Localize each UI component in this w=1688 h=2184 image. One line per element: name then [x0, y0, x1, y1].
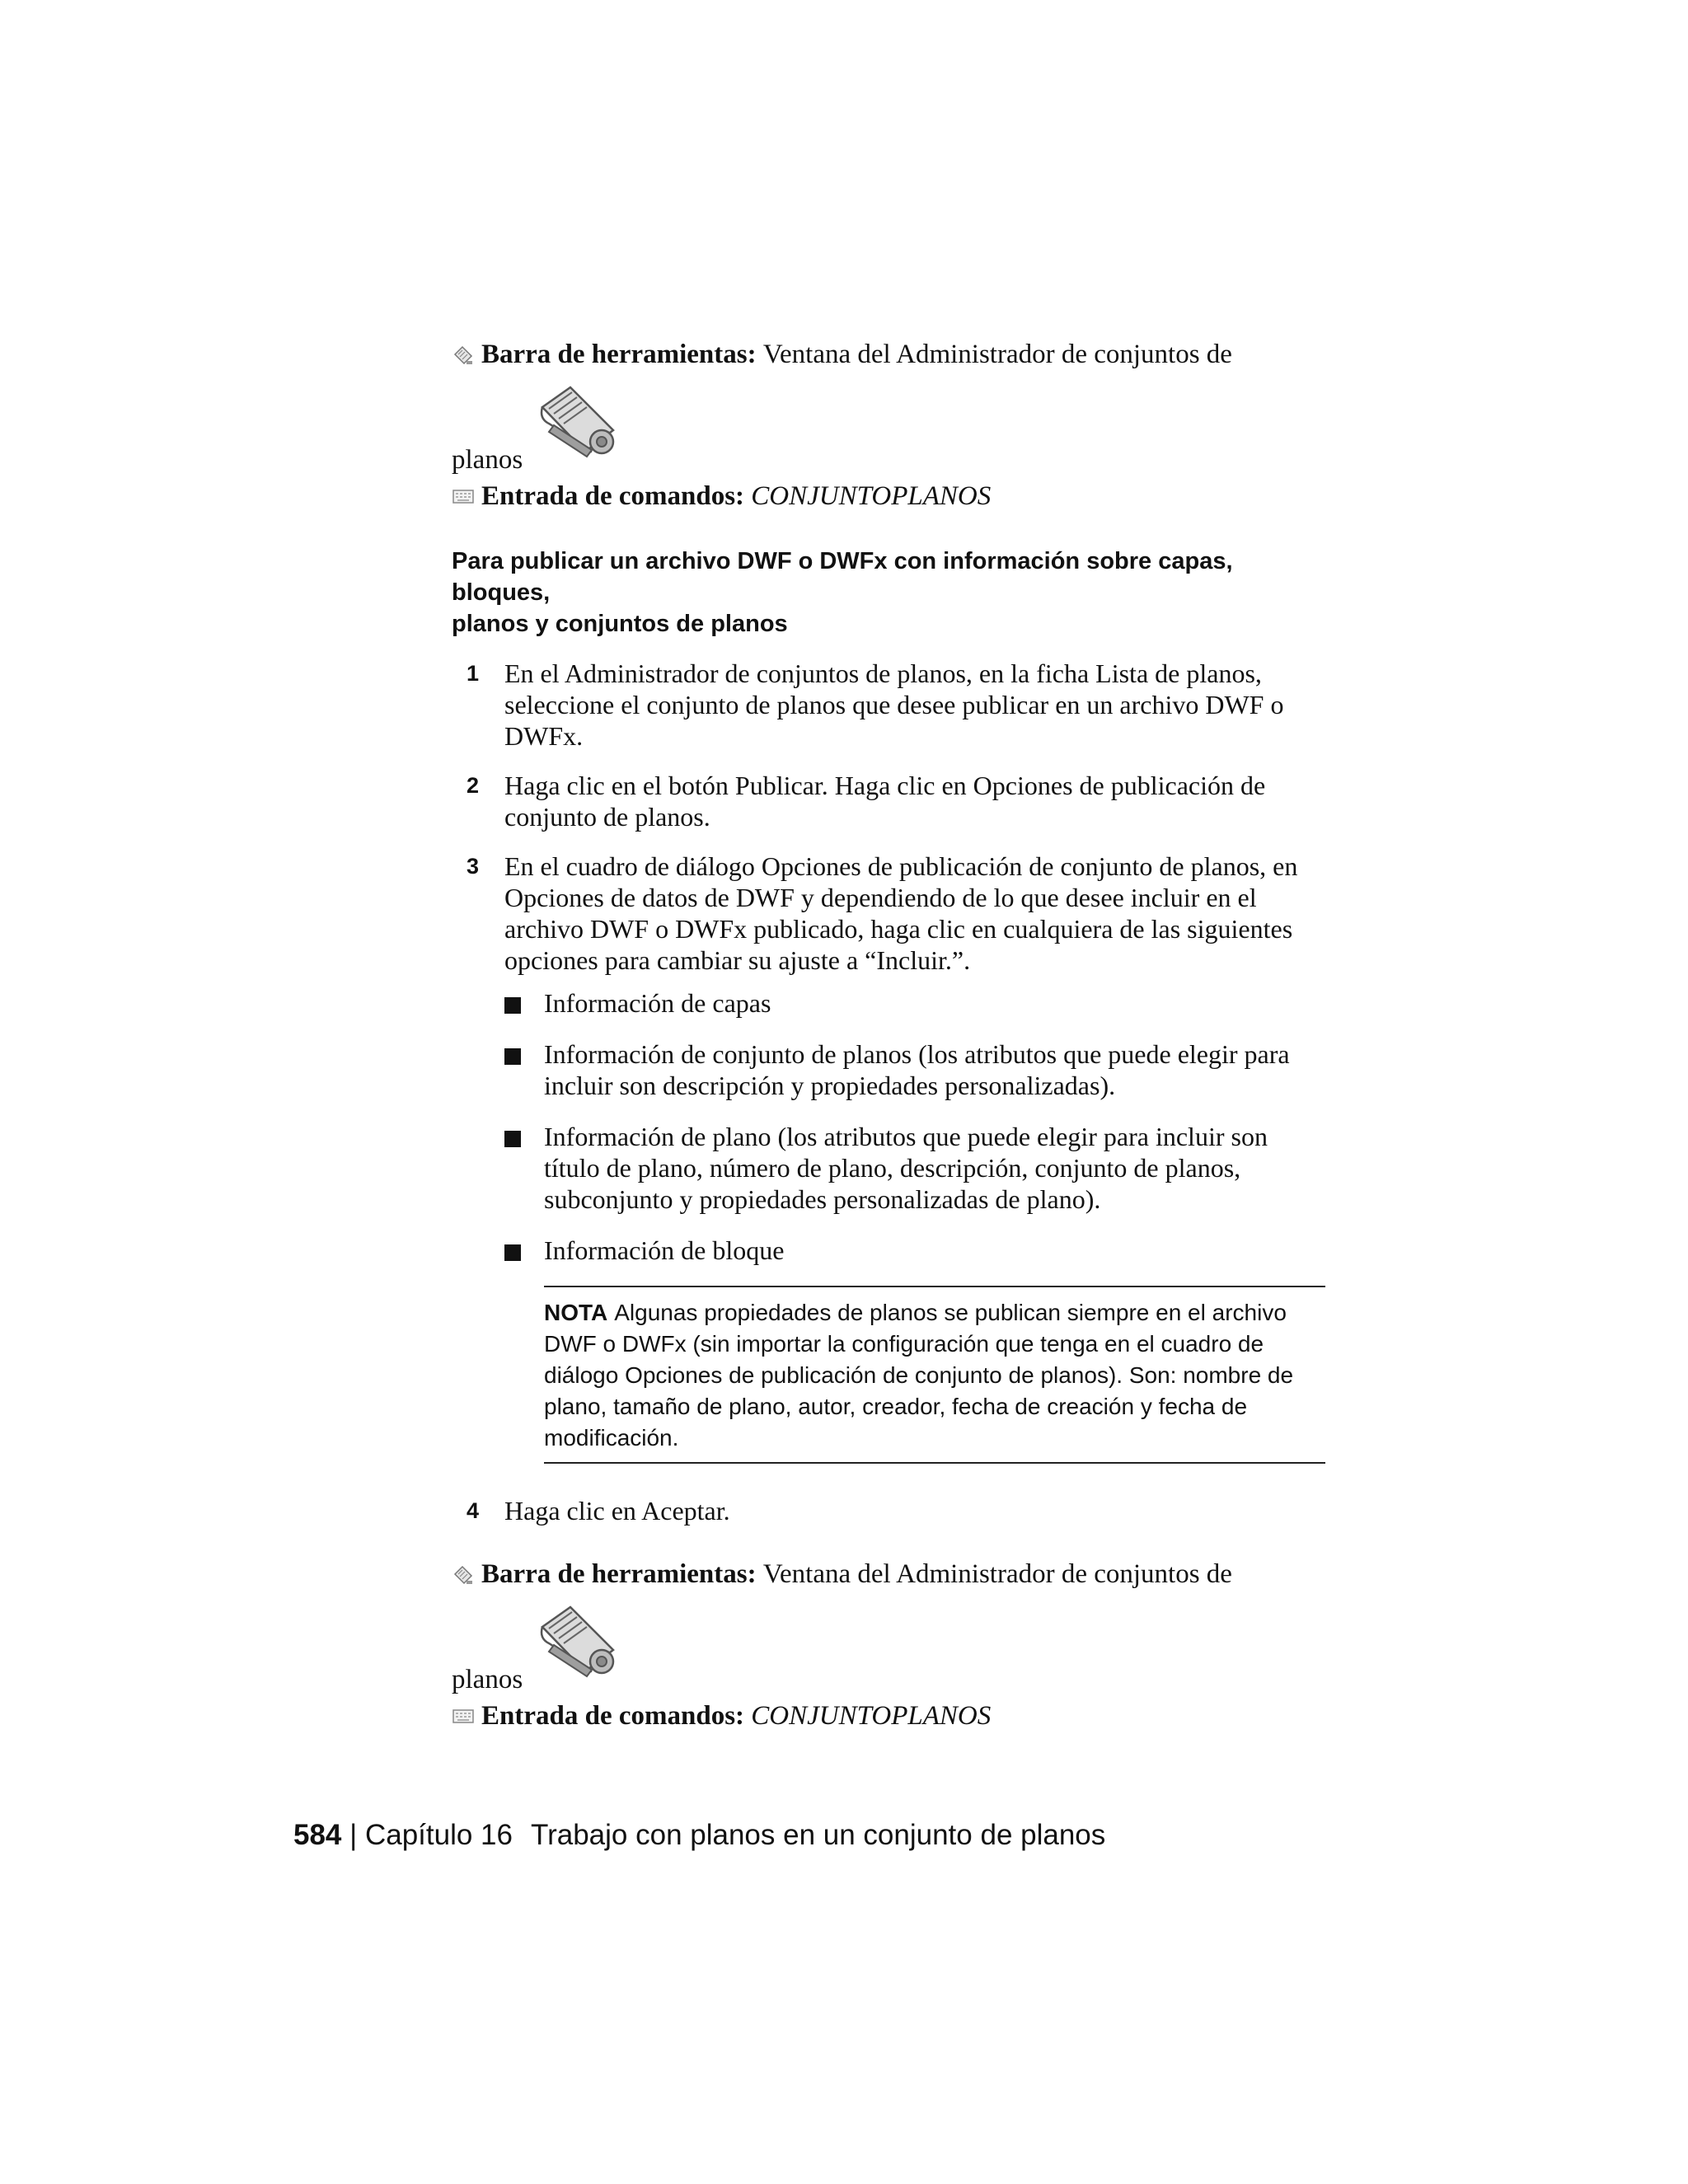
list-item	[504, 1038, 1325, 1101]
footer-separator: |	[349, 1819, 358, 1851]
step-list	[452, 658, 1325, 1526]
bullet-square-icon	[504, 997, 521, 1014]
bullet-square-icon	[504, 1131, 521, 1147]
list-item	[504, 1121, 1325, 1215]
toolbar-reference-cont	[452, 1602, 1325, 1699]
keyboard-icon	[452, 1704, 475, 1727]
step-4	[452, 1495, 1325, 1526]
list-item-text: Información de conjunto de planos (los atributos que puede elegir para incluir son descripción y propiedades personalizadas).	[544, 1039, 1290, 1100]
procedure-heading-line: Para publicar un archivo DWF o DWFx con información sobre capas, bloques,	[452, 548, 1233, 606]
command-text: CONJUNTOPLANOS	[751, 1701, 992, 1731]
command-reference	[452, 1699, 1325, 1732]
keyboard-icon	[452, 485, 475, 508]
note-text: Algunas propiedades de planos se publican siempre en el archivo DWF o DWFx (sin importar la configuración que tenga en el cuadro de diálogo Opciones de publicación de conjunto de planos). Son: nombre de plano, tamaño de plano, autor, creador, fecha de creación y fecha de modificación.	[544, 1300, 1294, 1451]
list-item-text: Información de plano (los atributos que puede elegir para incluir son título de plano, número de plano, descripción, conjunto de planos, subconjunto y propiedades personalizadas de plano).	[544, 1122, 1268, 1214]
list-item	[504, 1235, 1325, 1266]
step-2	[452, 770, 1325, 832]
toolbar-text: Ventana del Administrador de conjuntos de	[762, 340, 1232, 369]
sheet-set-manager-icon	[537, 1602, 617, 1678]
toolbar-label: Barra de herramientas:	[481, 1559, 757, 1589]
toolbar-label: Barra de herramientas:	[481, 340, 757, 369]
main-content	[452, 338, 1325, 1732]
page-number: 584	[293, 1819, 342, 1851]
procedure-heading-line: planos y conjuntos de planos	[452, 611, 788, 637]
option-list	[504, 987, 1325, 1266]
step-number: 4	[467, 1498, 480, 1523]
step-number: 1	[467, 661, 480, 686]
toolbar-reference-cont	[452, 382, 1325, 480]
toolbar-reference	[452, 338, 1325, 371]
step-text: En el cuadro de diálogo Opciones de publicación de conjunto de planos, en Opciones de datos de DWF y dependiendo de lo que desee incluir en el archivo DWF o DWFx publicado, haga clic en cualquiera de las siguientes opciones para cambiar su ajuste a “Incluir.”.	[504, 851, 1298, 975]
bullet-square-icon	[504, 1048, 521, 1065]
step-number: 2	[467, 773, 480, 798]
command-reference	[452, 480, 1325, 513]
bullet-square-icon	[504, 1244, 521, 1261]
command-text: CONJUNTOPLANOS	[751, 481, 992, 511]
list-item-text: Información de bloque	[544, 1235, 785, 1265]
procedure-heading	[452, 546, 1325, 640]
step-1	[452, 658, 1325, 752]
footer-title: Trabajo con planos en un conjunto de planos	[531, 1819, 1106, 1851]
step-number: 3	[467, 854, 480, 879]
step-text: En el Administrador de conjuntos de planos, en la ficha Lista de planos, seleccione el conjunto de planos que desee publicar en un archivo DWF o DWFx.	[504, 658, 1284, 751]
list-item-text: Información de capas	[544, 988, 771, 1018]
page-footer	[293, 1817, 1105, 1854]
toolbar-text-cont: planos	[452, 445, 523, 475]
toolbar-icon	[452, 343, 475, 366]
step-text: Haga clic en el botón Publicar. Haga clic en Opciones de publicación de conjunto de planos.	[504, 771, 1266, 832]
toolbar-reference	[452, 1558, 1325, 1591]
toolbar-icon	[452, 1563, 475, 1586]
list-item	[504, 987, 1325, 1019]
step-3	[452, 851, 1325, 1464]
footer-chapter: Capítulo 16	[364, 1819, 513, 1851]
toolbar-text-cont: planos	[452, 1665, 523, 1694]
sheet-set-manager-icon	[537, 382, 617, 458]
reference-block-1	[452, 338, 1325, 513]
step-text: Haga clic en Aceptar.	[504, 1496, 730, 1526]
note-box	[544, 1286, 1325, 1464]
note-label: NOTA	[544, 1300, 608, 1325]
command-label: Entrada de comandos:	[481, 1701, 745, 1731]
reference-block-2	[452, 1558, 1325, 1732]
command-label: Entrada de comandos:	[481, 481, 745, 511]
toolbar-text: Ventana del Administrador de conjuntos de	[762, 1559, 1232, 1589]
